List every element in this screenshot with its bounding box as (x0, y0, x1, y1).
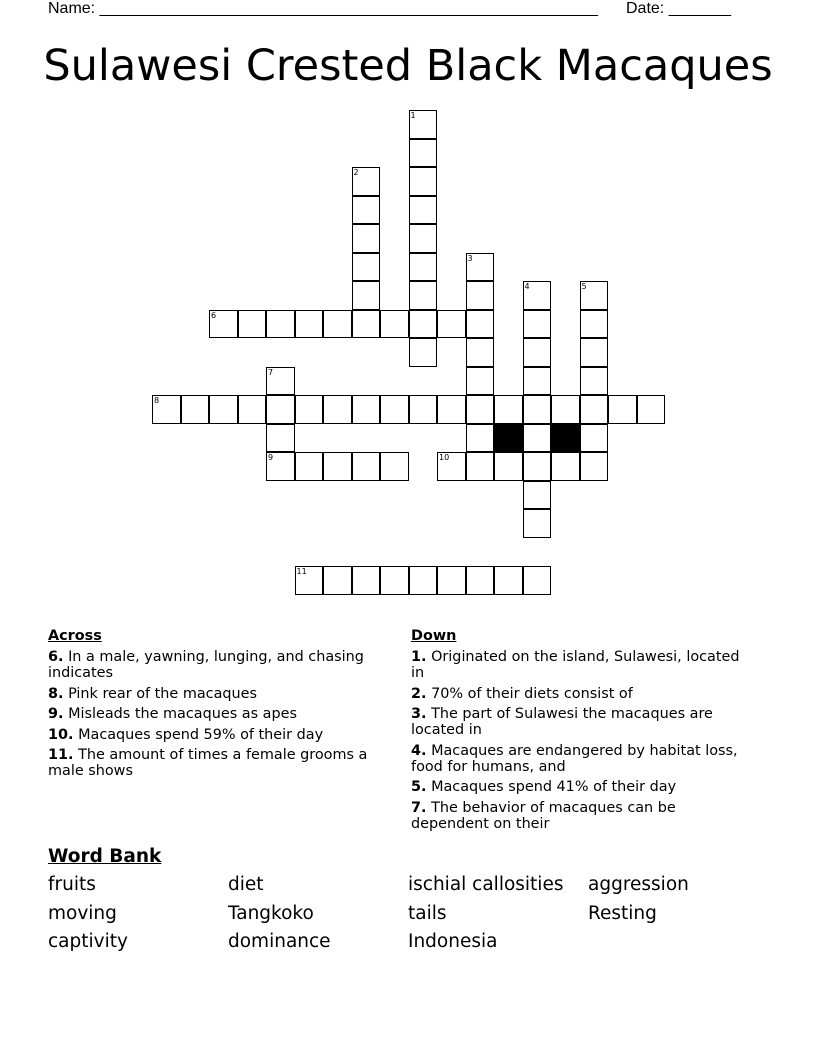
crossword-cell[interactable] (608, 395, 637, 424)
clue-text: Pink rear of the macaques (68, 685, 258, 702)
cell-number: 11 (296, 567, 307, 576)
clue-number: 10. (48, 726, 74, 743)
word-bank-title: Word Bank (48, 846, 162, 867)
crossword-cell[interactable] (523, 367, 552, 396)
crossword-cell[interactable] (523, 566, 552, 595)
crossword-cell[interactable] (494, 395, 523, 424)
cell-number: 8 (154, 396, 160, 405)
crossword-cell[interactable] (295, 452, 324, 481)
clue-text: Macaques spend 59% of their day (78, 726, 324, 743)
crossword-cell[interactable] (494, 566, 523, 595)
word-bank-item: dominance (228, 931, 331, 952)
word-bank-item: captivity (48, 931, 128, 952)
crossword-cell[interactable] (409, 110, 438, 139)
down-clues (411, 628, 756, 836)
crossword-cell[interactable] (295, 566, 324, 595)
date-field[interactable]: Date: _______ (626, 0, 731, 17)
cell-number: 6 (211, 310, 217, 320)
clue-number: 5. (411, 779, 427, 795)
crossword-black-cell (551, 424, 580, 453)
cell-number: 7 (268, 367, 274, 377)
clue-text: Macaques spend 41% of their day (431, 779, 677, 795)
word-bank-item: Indonesia (408, 931, 498, 952)
cell-number: 9 (268, 453, 274, 462)
clue-text: The amount of times a female grooms a male shows (48, 747, 368, 779)
crossword-cell[interactable] (266, 310, 295, 339)
word-bank-item: tails (408, 902, 447, 924)
crossword-cell[interactable] (409, 395, 438, 424)
crossword-cell[interactable] (437, 452, 466, 481)
crossword-cell[interactable] (580, 310, 609, 339)
clue-number: 7. (411, 799, 427, 816)
crossword-cell[interactable] (580, 452, 609, 481)
clue-across-10 (48, 727, 393, 743)
word-bank-item: Resting (588, 902, 657, 924)
crossword-cell[interactable] (352, 566, 381, 595)
clue-across-9 (48, 706, 393, 722)
crossword-cell[interactable] (523, 481, 552, 510)
crossword-cell[interactable] (152, 395, 181, 424)
clue-number: 11. (48, 747, 74, 763)
crossword-cell[interactable] (323, 395, 352, 424)
word-bank-item: diet (228, 874, 264, 895)
crossword-cell[interactable] (323, 452, 352, 481)
clue-text: The part of Sulawesi the macaques are located in (411, 706, 713, 738)
clue-across-11 (48, 747, 393, 779)
crossword-cell[interactable] (466, 253, 495, 282)
crossword-cell[interactable] (352, 167, 381, 196)
clue-number: 6. (48, 649, 64, 665)
crossword-cell[interactable] (266, 367, 295, 396)
crossword-cell[interactable] (466, 338, 495, 367)
clue-number: 9. (48, 706, 64, 722)
clue-text: Misleads the macaques as apes (68, 706, 297, 722)
crossword-cell[interactable] (238, 310, 267, 339)
crossword-cell[interactable] (409, 338, 438, 367)
crossword-cell[interactable] (580, 281, 609, 310)
cell-number: 2 (353, 168, 359, 177)
crossword-cell[interactable] (295, 395, 324, 424)
clue-across-6 (48, 649, 393, 681)
clue-down-7 (411, 800, 756, 832)
word-bank-item: fruits (48, 874, 96, 895)
crossword-cell[interactable] (380, 395, 409, 424)
crossword-cell[interactable] (437, 395, 466, 424)
across-heading: Across (48, 628, 102, 644)
crossword-cell[interactable] (523, 395, 552, 424)
crossword-cell[interactable] (266, 395, 295, 424)
crossword-cell[interactable] (551, 452, 580, 481)
crossword-cell[interactable] (266, 424, 295, 453)
word-bank (48, 874, 768, 960)
crossword-cell[interactable] (238, 395, 267, 424)
crossword-cell[interactable] (409, 281, 438, 310)
clue-down-4 (411, 743, 756, 775)
clue-across-8 (48, 686, 393, 702)
crossword-black-cell (494, 424, 523, 453)
crossword-cell[interactable] (523, 452, 552, 481)
clue-number: 8. (48, 685, 64, 702)
crossword-cell[interactable] (466, 281, 495, 310)
crossword-cell[interactable] (580, 367, 609, 396)
crossword-cell[interactable] (352, 224, 381, 253)
crossword-cell[interactable] (323, 310, 352, 339)
clue-number: 4. (411, 742, 427, 759)
cell-number: 10 (439, 453, 450, 462)
crossword-cell[interactable] (209, 310, 238, 339)
crossword-cell[interactable] (209, 395, 238, 424)
clue-text: In a male, yawning, lunging, and chasing indicates (48, 649, 364, 681)
clue-number: 3. (411, 706, 427, 722)
crossword-cell[interactable] (580, 395, 609, 424)
clue-text: The behavior of macaques can be dependent on their (411, 799, 676, 832)
clue-down-5 (411, 779, 756, 795)
clue-down-1 (411, 649, 756, 681)
crossword-cell[interactable] (494, 452, 523, 481)
crossword-cell[interactable] (352, 253, 381, 282)
crossword-cell[interactable] (409, 139, 438, 168)
crossword-cell[interactable] (409, 566, 438, 595)
crossword-cell[interactable] (380, 452, 409, 481)
crossword-cell[interactable] (466, 367, 495, 396)
crossword-cell[interactable] (580, 424, 609, 453)
crossword-cell[interactable] (295, 310, 324, 339)
crossword-cell[interactable] (352, 310, 381, 339)
crossword-cell[interactable] (523, 310, 552, 339)
crossword-cell[interactable] (352, 281, 381, 310)
word-bank-item: ischial callosities (408, 874, 564, 895)
crossword-cell[interactable] (523, 338, 552, 367)
cell-number: 5 (581, 282, 587, 291)
clue-text: Originated on the island, Sulawesi, located in (411, 649, 740, 681)
crossword-cell[interactable] (466, 395, 495, 424)
clue-down-3 (411, 706, 756, 738)
crossword-cell[interactable] (523, 281, 552, 310)
clue-number: 1. (411, 649, 427, 665)
clue-text: Macaques are endangered by habitat loss, food for humans, and (411, 742, 738, 775)
crossword-cell[interactable] (409, 196, 438, 225)
crossword-cell[interactable] (409, 310, 438, 339)
crossword-cell[interactable] (266, 452, 295, 481)
clue-down-2 (411, 686, 756, 702)
crossword-cell[interactable] (551, 395, 580, 424)
crossword-cell[interactable] (523, 509, 552, 538)
crossword-cell[interactable] (380, 310, 409, 339)
clue-number: 2. (411, 685, 427, 702)
cell-number: 4 (524, 282, 530, 291)
cell-number: 3 (467, 253, 473, 263)
crossword-cell[interactable] (352, 196, 381, 225)
crossword-cell[interactable] (409, 224, 438, 253)
crossword-cell[interactable] (409, 253, 438, 282)
crossword-cell[interactable] (466, 424, 495, 453)
word-bank-item: Tangkoko (228, 902, 314, 924)
cell-number: 1 (410, 111, 416, 120)
crossword-cell[interactable] (580, 338, 609, 367)
crossword-cell[interactable] (409, 167, 438, 196)
crossword-cell[interactable] (466, 566, 495, 595)
crossword-cell[interactable] (437, 566, 466, 595)
crossword-cell[interactable] (323, 566, 352, 595)
crossword-cell[interactable] (523, 424, 552, 453)
across-clues (48, 628, 393, 784)
down-heading: Down (411, 628, 457, 644)
clue-text: 70% of their diets consist of (431, 685, 633, 702)
name-field[interactable]: Name: ________________________________________________________ (48, 0, 598, 17)
word-bank-item: aggression (588, 874, 689, 895)
crossword-cell[interactable] (466, 452, 495, 481)
crossword-cell[interactable] (352, 452, 381, 481)
page-title: Sulawesi Crested Black Macaques (43, 41, 773, 91)
crossword-cell[interactable] (380, 566, 409, 595)
crossword-cell[interactable] (181, 395, 210, 424)
crossword-cell[interactable] (466, 310, 495, 339)
crossword-cell[interactable] (637, 395, 666, 424)
word-bank-item: moving (48, 902, 117, 924)
crossword-cell[interactable] (352, 395, 381, 424)
crossword-cell[interactable] (437, 310, 466, 339)
